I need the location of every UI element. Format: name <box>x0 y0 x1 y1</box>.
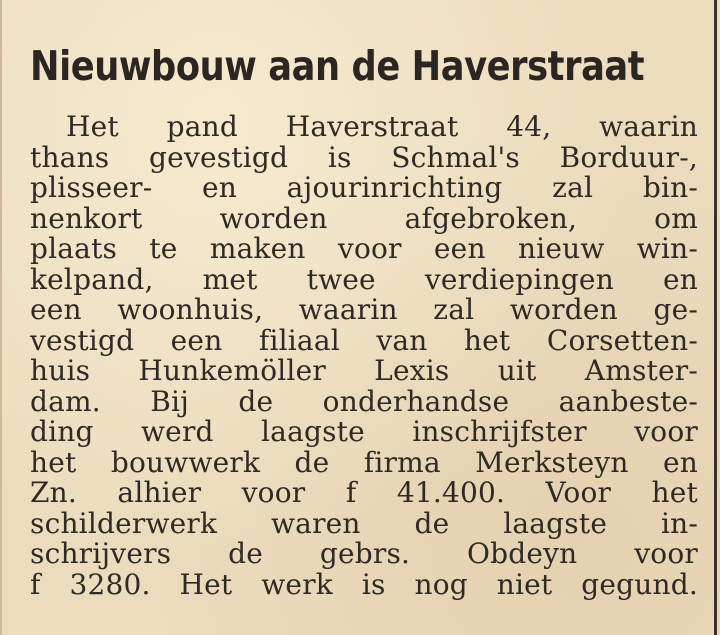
article-line: nenkort worden afgebroken, om <box>30 201 698 235</box>
article-line: schrijvers de gebrs. Obdeyn voor <box>30 537 698 570</box>
article-line: dam. Bij de onderhandse aanbeste- <box>30 384 698 418</box>
article-line: plisseer- en ajourinrichting zal bin- <box>30 171 698 204</box>
article-line: vestigd een filiaal van het Corsetten- <box>30 323 698 357</box>
article-line: kelpand, met twee verdiepingen en <box>30 262 698 296</box>
article-line: een woonhuis, waarin zal worden ge- <box>30 293 698 326</box>
article-line: het bouwwerk de firma Merksteyn en <box>30 445 698 479</box>
article-line: plaats te maken voor een nieuw win- <box>30 232 698 265</box>
article-line: huis Hunkemöller Lexis uit Amster- <box>30 354 698 387</box>
article-line: thans gevestigd is Schmal's Borduur-, <box>30 140 698 174</box>
column-rule <box>714 0 717 635</box>
article-body <box>30 112 698 600</box>
article-line: Zn. alhier voor f 41.400. Voor het <box>30 476 698 509</box>
article-line: Het pand Haverstraat 44, waarin <box>66 110 698 143</box>
article-line: f 3280. Het werk is nog niet gegund. <box>30 567 698 601</box>
left-edge <box>0 0 2 635</box>
article-line: ding werd laagste inschrijfster voor <box>30 415 698 448</box>
article-line: schilderwerk waren de laagste in- <box>30 506 698 540</box>
article-headline: Nieuwbouw aan de Haverstraat <box>30 42 645 90</box>
